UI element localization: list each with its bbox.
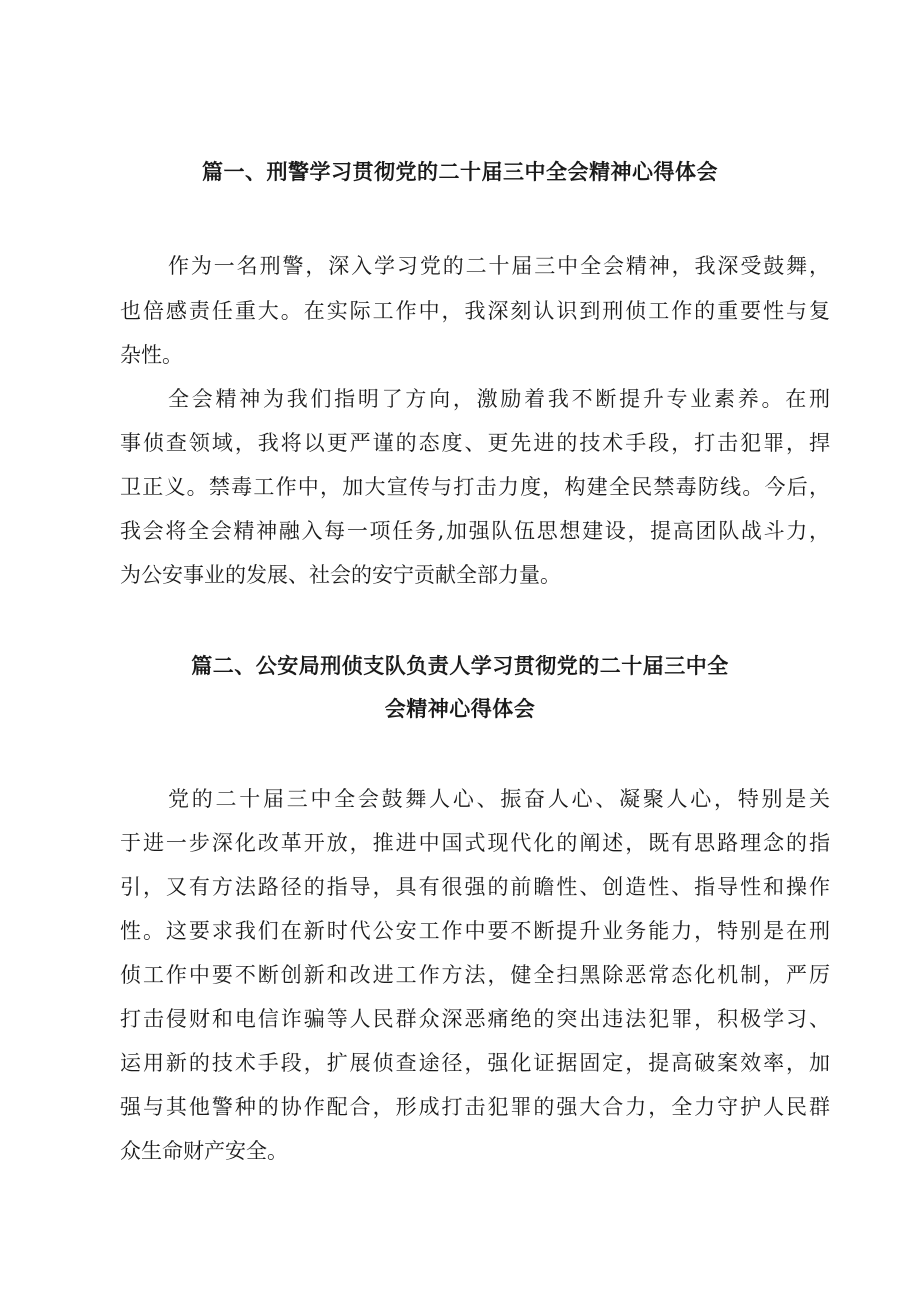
- article-1-para-2-line-4: 我会将全会精神融入每一项任务,加强队伍思想建设，提高团队战斗力，: [120, 519, 830, 543]
- article-2-title-line-1: 篇二、公安局刑侦支队负责人学习贯彻党的二十届三中全: [191, 654, 729, 678]
- article-2-para-1-line-2: 于进一步深化改革开放，推进中国式现代化的阐述，既有思路理念的指: [120, 831, 830, 855]
- article-2-para-1-line-6: 打击侵财和电信诈骗等人民群众深恶痛绝的突出违法犯罪，积极学习、: [120, 1007, 830, 1031]
- article-2-para-1-line-3: 引，又有方法路径的指导，具有很强的前瞻性、创造性、指导性和操作: [120, 875, 830, 899]
- article-1-para-2-line-5: 为公安事业的发展、社会的安宁贡献全部力量。: [120, 563, 561, 587]
- article-2-para-1-line-5: 侦工作中要不断创新和改进工作方法，健全扫黑除恶常态化机制，严厉: [120, 963, 830, 987]
- article-1-para-1-line-3: 杂性。: [120, 343, 183, 367]
- article-2-para-1-line-9: 众生命财产安全。: [120, 1139, 288, 1163]
- article-1-para-2-line-1: 全会精神为我们指明了方向，激励着我不断提升专业素养。在刑: [168, 387, 830, 411]
- article-1-para-1-line-2: 也倍感责任重大。在实际工作中，我深刻认识到刑侦工作的重要性与复: [120, 299, 830, 323]
- article-1-title: 篇一、刑警学习贯彻党的二十届三中全会精神心得体会: [202, 160, 718, 184]
- article-2-para-1-line-8: 强与其他警种的协作配合，形成打击犯罪的强大合力，全力守护人民群: [120, 1095, 830, 1119]
- article-2-para-1-line-1: 党的二十届三中全会鼓舞人心、振奋人心、凝聚人心，特别是关: [168, 787, 830, 811]
- article-2-title-line-2: 会精神心得体会: [384, 697, 536, 721]
- article-1-para-2-line-3: 卫正义。禁毒工作中，加大宣传与打击力度，构建全民禁毒防线。今后，: [120, 475, 830, 499]
- article-2-para-1-line-4: 性。这要求我们在新时代公安工作中要不断提升业务能力，特别是在刑: [120, 919, 830, 943]
- article-2-para-1-line-7: 运用新的技术手段，扩展侦查途径，强化证据固定，提高破案效率，加: [120, 1051, 830, 1075]
- article-1-para-1-line-1: 作为一名刑警，深入学习党的二十届三中全会精神，我深受鼓舞，: [168, 254, 830, 278]
- article-1-para-2-line-2: 事侦查领域，我将以更严谨的态度、更先进的技术手段，打击犯罪，捍: [120, 431, 830, 455]
